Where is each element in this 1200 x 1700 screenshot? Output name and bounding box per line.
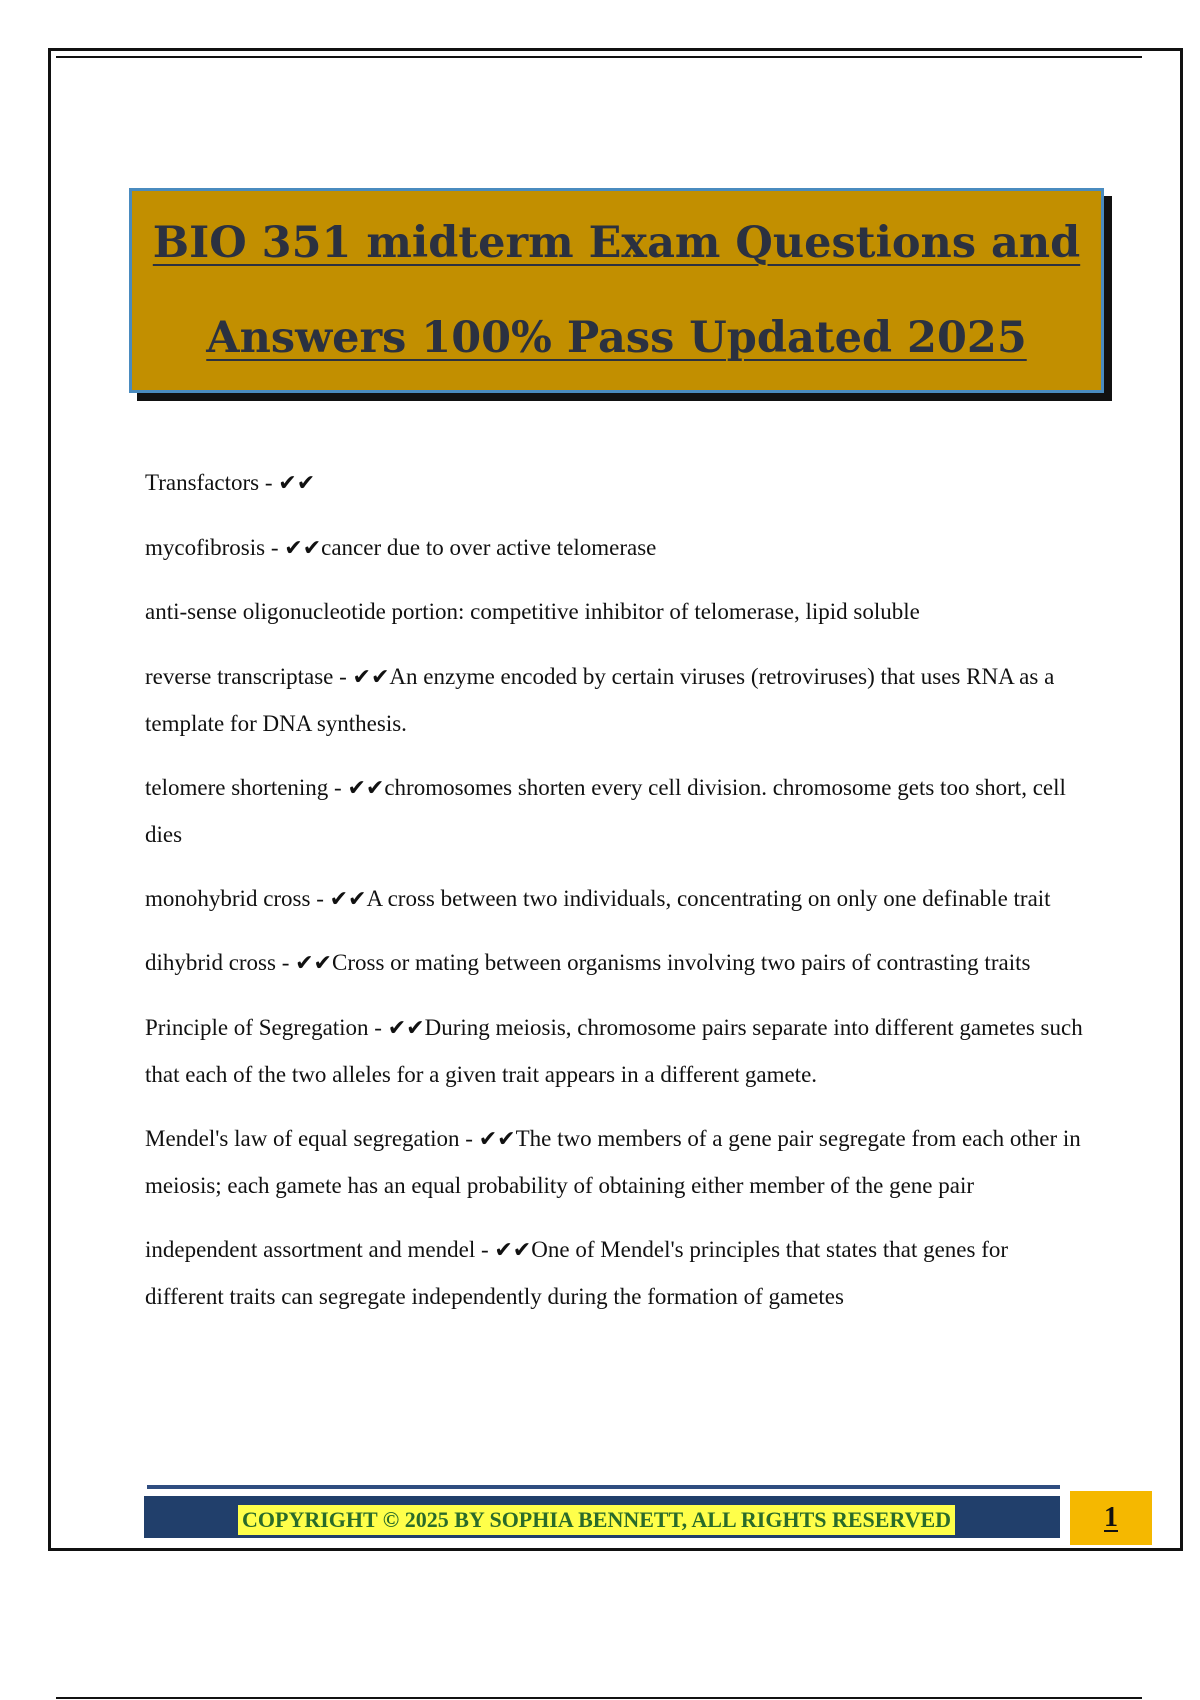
entry-term: dihybrid cross - — [145, 950, 296, 975]
title-line-2: Answers 100% Pass Updated 2025 — [206, 312, 1027, 363]
page-number-badge — [1070, 1491, 1152, 1545]
entry-term: Principle of Segregation - — [145, 1014, 388, 1040]
entry-definition: cancer due to over active telomerase — [321, 534, 657, 560]
qa-entry-9 — [145, 1116, 1085, 1210]
title-banner — [129, 188, 1104, 393]
entry-term: independent assortment and mendel - — [145, 1236, 495, 1262]
qa-entry-8 — [145, 1005, 1085, 1099]
qa-entry-5 — [145, 765, 1085, 859]
qa-entry-3 — [145, 589, 1085, 637]
entry-definition: The two members of a gene pair segregate from each other in meiosis; each gamete has an equal probability of obtaining either member of the gene pair — [145, 1125, 1081, 1198]
entry-term: reverse transcriptase - — [145, 663, 353, 689]
qa-entry-4 — [145, 654, 1085, 748]
entry-term: mycofibrosis - — [145, 534, 285, 560]
qa-entry-10 — [145, 1227, 1085, 1321]
top-rule — [56, 56, 1142, 58]
entry-term: anti-sense oligonucleotide portion: competitive inhibitor of telomerase, lipid soluble — [145, 599, 920, 624]
entry-definition: Cross or mating between organisms involving two pairs of contrasting traits — [332, 950, 1031, 975]
checkmark-icon: ✔✔ — [329, 886, 367, 912]
checkmark-icon: ✔✔ — [478, 1126, 516, 1152]
copyright-notice: COPYRIGHT © 2025 BY SOPHIA BENNETT, ALL RIGHTS RESERVED — [238, 1505, 955, 1535]
qa-entry-7 — [145, 940, 1085, 988]
checkmark-icon: ✔✔ — [284, 535, 322, 561]
entry-definition: An enzyme encoded by certain viruses (retroviruses) that uses RNA as a template for DNA synthesis. — [145, 663, 1055, 736]
entry-term: Transfactors - — [145, 470, 279, 495]
entry-definition: During meiosis, chromosome pairs separate into different gametes such that each of the two alleles for a given trait appears in a different gamete. — [145, 1014, 1083, 1087]
qa-entry-6 — [145, 876, 1085, 924]
checkmark-icon: ✔✔ — [387, 1015, 425, 1041]
qa-entry-2 — [145, 525, 1085, 573]
checkmark-icon: ✔✔ — [347, 775, 385, 801]
page-number: 1 — [1104, 1502, 1118, 1533]
bottom-rule — [56, 1697, 1142, 1699]
entry-term: Mendel's law of equal segregation - — [145, 1125, 479, 1151]
qa-entry-1 — [145, 460, 1085, 508]
qa-list — [145, 460, 1085, 1338]
checkmark-icon: ✔✔ — [352, 664, 390, 690]
checkmark-icon: ✔✔ — [295, 951, 332, 976]
entry-definition: A cross between two individuals, concentrating on only one definable trait — [366, 885, 1051, 911]
entry-definition: One of Mendel's principles that states that genes for different traits can segregate independently during the formation of gametes — [145, 1236, 1009, 1309]
entry-term: telomere shortening - — [145, 774, 348, 800]
entry-term: monohybrid cross - — [145, 885, 330, 911]
checkmark-icon: ✔✔ — [494, 1237, 532, 1263]
title-line-1: BIO 351 midterm Exam Questions and — [152, 217, 1081, 268]
entry-definition: chromosomes shorten every cell division. chromosome gets too short, cell dies — [145, 774, 1066, 847]
footer-rule — [147, 1485, 1060, 1489]
checkmark-icon: ✔✔ — [278, 471, 316, 496]
